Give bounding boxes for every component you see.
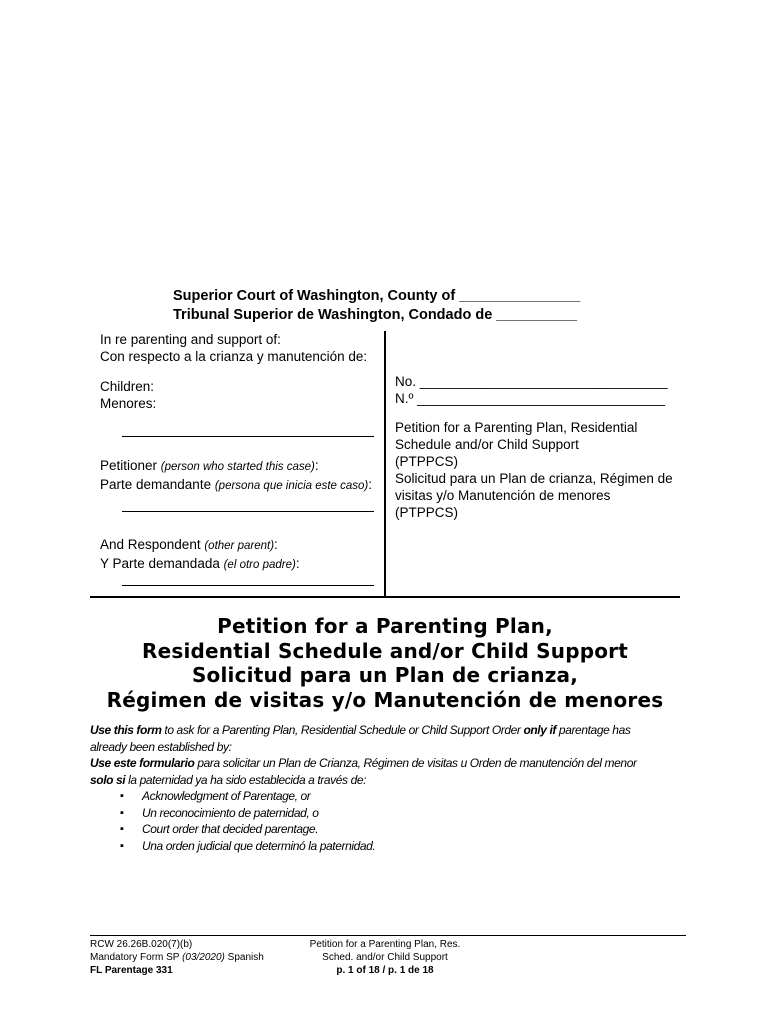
case-number-es: N.º _________________________________	[395, 391, 665, 406]
case-number-en: No. _________________________________	[395, 374, 668, 389]
children-label-en: Children:	[100, 379, 155, 394]
respondent-signature-line	[122, 585, 374, 586]
in-re-es: Con respecto a la crianza y manutención de:	[100, 349, 368, 364]
doc-code-es: (PTPPCS)	[395, 505, 459, 520]
petitioner-label-es: Parte demandante (persona que inicia este caso):	[100, 477, 373, 492]
caption-case-info	[395, 373, 675, 521]
footer-left	[90, 938, 264, 977]
footer-form-id: FL Parentage 331	[90, 965, 173, 976]
in-re-en: In re parenting and support of:	[100, 332, 281, 347]
title-line-1: Petition for a Parenting Plan,	[217, 614, 553, 638]
title-line-4: Régimen de visitas y/o Manutención de menores	[106, 687, 664, 712]
document-title	[90, 614, 680, 712]
page-number: p. 1 of 18 / p. 1 de 18	[336, 965, 434, 976]
doc-title-es: Solicitud para un Plan de crianza, Régimen de visitas y/o Manutención de menores	[395, 471, 673, 503]
list-item: ▪ Acknowledgment of Parentage, or	[120, 788, 660, 805]
instructions-es: Use este formulario para solicitar un Plan de Crianza, Régimen de visitas u Orden de manutención del menor solo si la paternidad ya ha sido establecida a través de:	[90, 756, 637, 787]
doc-title-en: Petition for a Parenting Plan, Residential Schedule and/or Child Support	[395, 420, 638, 452]
court-name-en: Superior Court of Washington, County of _______________	[173, 288, 581, 304]
title-line-3: Solicitud para un Plan de crianza,	[191, 663, 579, 687]
caption-parties	[100, 331, 380, 574]
footer-mandatory: Mandatory Form SP (03/2020) Spanish	[90, 952, 264, 963]
petitioner-label-en: Petitioner (person who started this case):	[100, 458, 319, 473]
footer-center	[296, 938, 474, 977]
court-name-es: Tribunal Superior de Washington, Condado de __________	[173, 307, 577, 323]
instructions-list	[90, 788, 660, 854]
title-line-2: Residential Schedule and/or Child Support	[141, 638, 629, 663]
instructions-en: Use this form to ask for a Parenting Plan, Residential Schedule or Child Support Order only if parentage has already been established by:	[90, 723, 631, 754]
petitioner-signature-line	[122, 511, 374, 512]
footer-rule	[90, 935, 686, 936]
court-header	[173, 287, 580, 325]
list-item: ▪ Una orden judicial que determinó la paternidad.	[120, 838, 660, 855]
footer-title-2: Sched. and/or Child Support	[322, 952, 448, 963]
instructions	[90, 722, 660, 854]
caption-bottom-rule	[90, 596, 680, 598]
caption-divider	[384, 331, 386, 597]
list-item: ▪ Court order that decided parentage.	[120, 821, 660, 838]
respondent-label-es: Y Parte demandada (el otro padre):	[100, 556, 300, 571]
children-signature-line	[122, 436, 374, 437]
respondent-label-en: And Respondent (other parent):	[100, 537, 278, 552]
children-label-es: Menores:	[100, 396, 157, 411]
footer-rcw: RCW 26.26B.020(7)(b)	[90, 939, 193, 950]
list-item: ▪ Un reconocimiento de paternidad, o	[120, 805, 660, 822]
footer-title-1: Petition for a Parenting Plan, Res.	[309, 939, 461, 950]
doc-code-en: (PTPPCS)	[395, 454, 459, 469]
